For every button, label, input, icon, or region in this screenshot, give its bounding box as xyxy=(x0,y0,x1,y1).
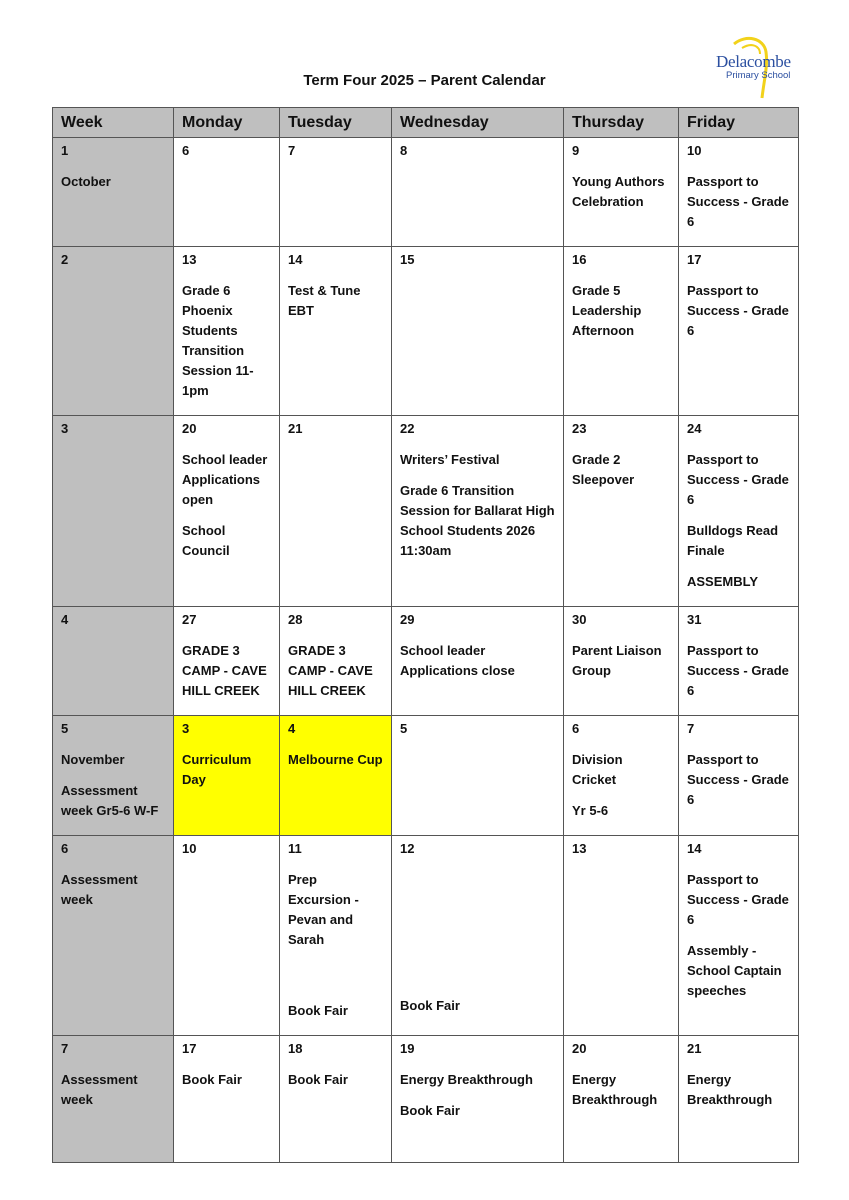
cell-spacer xyxy=(400,870,555,996)
day-date: 6 xyxy=(572,721,580,736)
day-cell-monday xyxy=(174,716,280,836)
event-text: Curriculum Day xyxy=(182,752,252,787)
event-text: School leader Applications open xyxy=(182,452,268,507)
week-number: 5 xyxy=(61,721,69,736)
week-number: 1 xyxy=(61,143,69,158)
week-number: 2 xyxy=(61,252,69,267)
week-cell xyxy=(53,416,174,607)
week-cell xyxy=(53,607,174,716)
event-text: Passport to Success - Grade 6 xyxy=(687,752,789,807)
day-date: 20 xyxy=(572,1041,587,1056)
event-text: GRADE 3 CAMP - CAVE HILL CREEK xyxy=(182,643,267,698)
day-date: 13 xyxy=(572,841,587,856)
week-row xyxy=(53,247,799,416)
week-note: November xyxy=(61,752,125,767)
week-cell xyxy=(53,836,174,1036)
header-monday: Monday xyxy=(174,108,280,138)
day-cell-monday xyxy=(174,138,280,247)
day-date: 27 xyxy=(182,612,197,627)
day-cell-monday xyxy=(174,836,280,1036)
day-cell-wednesday xyxy=(392,416,564,607)
event-text: Test & Tune EBT xyxy=(288,283,361,318)
day-cell-tuesday xyxy=(280,1036,392,1163)
day-date: 13 xyxy=(182,252,197,267)
event-text: Bulldogs Read Finale xyxy=(687,523,779,558)
event-text: Passport to Success - Grade 6 xyxy=(687,452,789,507)
week-row xyxy=(53,607,799,716)
event-text: Grade 6 Phoenix Students Transition Session 11-1pm xyxy=(182,283,254,398)
day-cell-monday xyxy=(174,247,280,416)
day-cell-friday xyxy=(679,1036,799,1163)
header-row xyxy=(53,108,799,138)
event-text: Assembly - School Captain speeches xyxy=(687,943,782,998)
event-text: Passport to Success - Grade 6 xyxy=(687,283,789,338)
school-logo xyxy=(712,36,802,102)
day-date: 20 xyxy=(182,421,197,436)
event-text: Energy Breakthrough xyxy=(572,1072,658,1107)
day-date: 11 xyxy=(288,841,302,856)
week-row xyxy=(53,836,799,1036)
event-text: Yr 5-6 xyxy=(572,803,609,818)
day-date: 5 xyxy=(400,721,408,736)
day-cell-friday xyxy=(679,716,799,836)
week-cell xyxy=(53,138,174,247)
day-date: 16 xyxy=(572,252,587,267)
event-text: Book Fair xyxy=(400,1103,460,1118)
day-cell-monday xyxy=(174,416,280,607)
day-cell-thursday xyxy=(564,836,679,1036)
event-text: Book Fair xyxy=(400,998,460,1013)
day-cell-monday xyxy=(174,1036,280,1163)
week-cell xyxy=(53,1036,174,1163)
week-note: Assessment week xyxy=(61,1072,138,1107)
day-date: 23 xyxy=(572,421,587,436)
week-row xyxy=(53,716,799,836)
day-date: 29 xyxy=(400,612,415,627)
day-cell-thursday xyxy=(564,247,679,416)
day-cell-friday xyxy=(679,607,799,716)
event-text: Passport to Success - Grade 6 xyxy=(687,174,789,229)
day-cell-thursday xyxy=(564,138,679,247)
day-date: 21 xyxy=(687,1041,702,1056)
event-text: Book Fair xyxy=(288,1072,348,1087)
header-thursday: Thursday xyxy=(564,108,679,138)
day-date: 24 xyxy=(687,421,702,436)
day-cell-wednesday xyxy=(392,836,564,1036)
logo-subtitle: Primary School xyxy=(726,70,791,81)
day-date: 10 xyxy=(182,841,197,856)
week-number: 3 xyxy=(61,421,69,436)
event-text: Energy Breakthrough xyxy=(400,1072,533,1087)
day-cell-thursday xyxy=(564,716,679,836)
day-date: 14 xyxy=(288,252,303,267)
logo-name: Delacombe xyxy=(716,52,791,71)
day-date: 14 xyxy=(687,841,702,856)
event-text: Writers’ Festival xyxy=(400,452,500,467)
day-cell-tuesday xyxy=(280,716,392,836)
day-cell-wednesday xyxy=(392,716,564,836)
event-text: Book Fair xyxy=(288,1003,348,1018)
day-cell-tuesday xyxy=(280,138,392,247)
day-cell-wednesday xyxy=(392,607,564,716)
cell-spacer xyxy=(288,961,383,1001)
day-cell-friday xyxy=(679,836,799,1036)
week-cell xyxy=(53,247,174,416)
event-text: Book Fair xyxy=(182,1072,242,1087)
day-date: 4 xyxy=(288,721,296,736)
header-wednesday: Wednesday xyxy=(392,108,564,138)
week-number: 7 xyxy=(61,1041,69,1056)
day-date: 18 xyxy=(288,1041,303,1056)
day-cell-thursday xyxy=(564,416,679,607)
day-date: 15 xyxy=(400,252,415,267)
header-friday: Friday xyxy=(679,108,799,138)
header-tuesday: Tuesday xyxy=(280,108,392,138)
event-text: Melbourne Cup xyxy=(288,752,383,767)
day-date: 21 xyxy=(288,421,303,436)
day-date: 7 xyxy=(288,143,296,158)
day-date: 10 xyxy=(687,143,702,158)
day-date: 12 xyxy=(400,841,415,856)
day-date: 3 xyxy=(182,721,190,736)
day-cell-tuesday xyxy=(280,416,392,607)
day-date: 28 xyxy=(288,612,303,627)
event-text: Passport to Success - Grade 6 xyxy=(687,872,789,927)
event-text: Division Cricket xyxy=(572,752,623,787)
event-text: Grade 6 Transition Session for Ballarat High School Students 2026 11:30am xyxy=(400,483,555,558)
event-text: Grade 2 Sleepover xyxy=(572,452,635,487)
event-text: ASSEMBLY xyxy=(687,574,759,589)
day-date: 19 xyxy=(400,1041,415,1056)
event-text: School leader Applications close xyxy=(400,643,515,678)
event-text: Passport to Success - Grade 6 xyxy=(687,643,789,698)
day-date: 30 xyxy=(572,612,587,627)
week-cell xyxy=(53,716,174,836)
week-row xyxy=(53,138,799,247)
day-date: 17 xyxy=(687,252,702,267)
day-cell-friday xyxy=(679,416,799,607)
day-cell-friday xyxy=(679,247,799,416)
day-cell-tuesday xyxy=(280,247,392,416)
week-note: Assessment week Gr5-6 W-F xyxy=(61,783,159,818)
event-text: Prep Excursion - Pevan and Sarah xyxy=(288,872,359,947)
day-cell-thursday xyxy=(564,1036,679,1163)
day-cell-wednesday xyxy=(392,1036,564,1163)
event-text: GRADE 3 CAMP - CAVE HILL CREEK xyxy=(288,643,373,698)
event-text: Energy Breakthrough xyxy=(687,1072,773,1107)
day-cell-thursday xyxy=(564,607,679,716)
day-cell-wednesday xyxy=(392,247,564,416)
week-number: 6 xyxy=(61,841,69,856)
week-note: October xyxy=(61,174,111,189)
day-date: 31 xyxy=(687,612,702,627)
week-row xyxy=(53,1036,799,1163)
calendar-table xyxy=(52,107,799,1163)
day-cell-wednesday xyxy=(392,138,564,247)
day-date: 6 xyxy=(182,143,190,158)
day-cell-tuesday xyxy=(280,836,392,1036)
day-cell-tuesday xyxy=(280,607,392,716)
day-cell-monday xyxy=(174,607,280,716)
day-date: 17 xyxy=(182,1041,197,1056)
event-text: School Council xyxy=(182,523,230,558)
day-date: 7 xyxy=(687,721,695,736)
day-date: 22 xyxy=(400,421,415,436)
day-date: 8 xyxy=(400,143,408,158)
week-row xyxy=(53,416,799,607)
event-text: Young Authors Celebration xyxy=(572,174,665,209)
day-date: 9 xyxy=(572,143,580,158)
event-text: Grade 5 Leadership Afternoon xyxy=(572,283,642,338)
day-cell-friday xyxy=(679,138,799,247)
week-note: Assessment week xyxy=(61,872,138,907)
header-week: Week xyxy=(53,108,174,138)
week-number: 4 xyxy=(61,612,69,627)
event-text: Parent Liaison Group xyxy=(572,643,662,678)
page-title: Term Four 2025 – Parent Calendar xyxy=(303,72,546,89)
